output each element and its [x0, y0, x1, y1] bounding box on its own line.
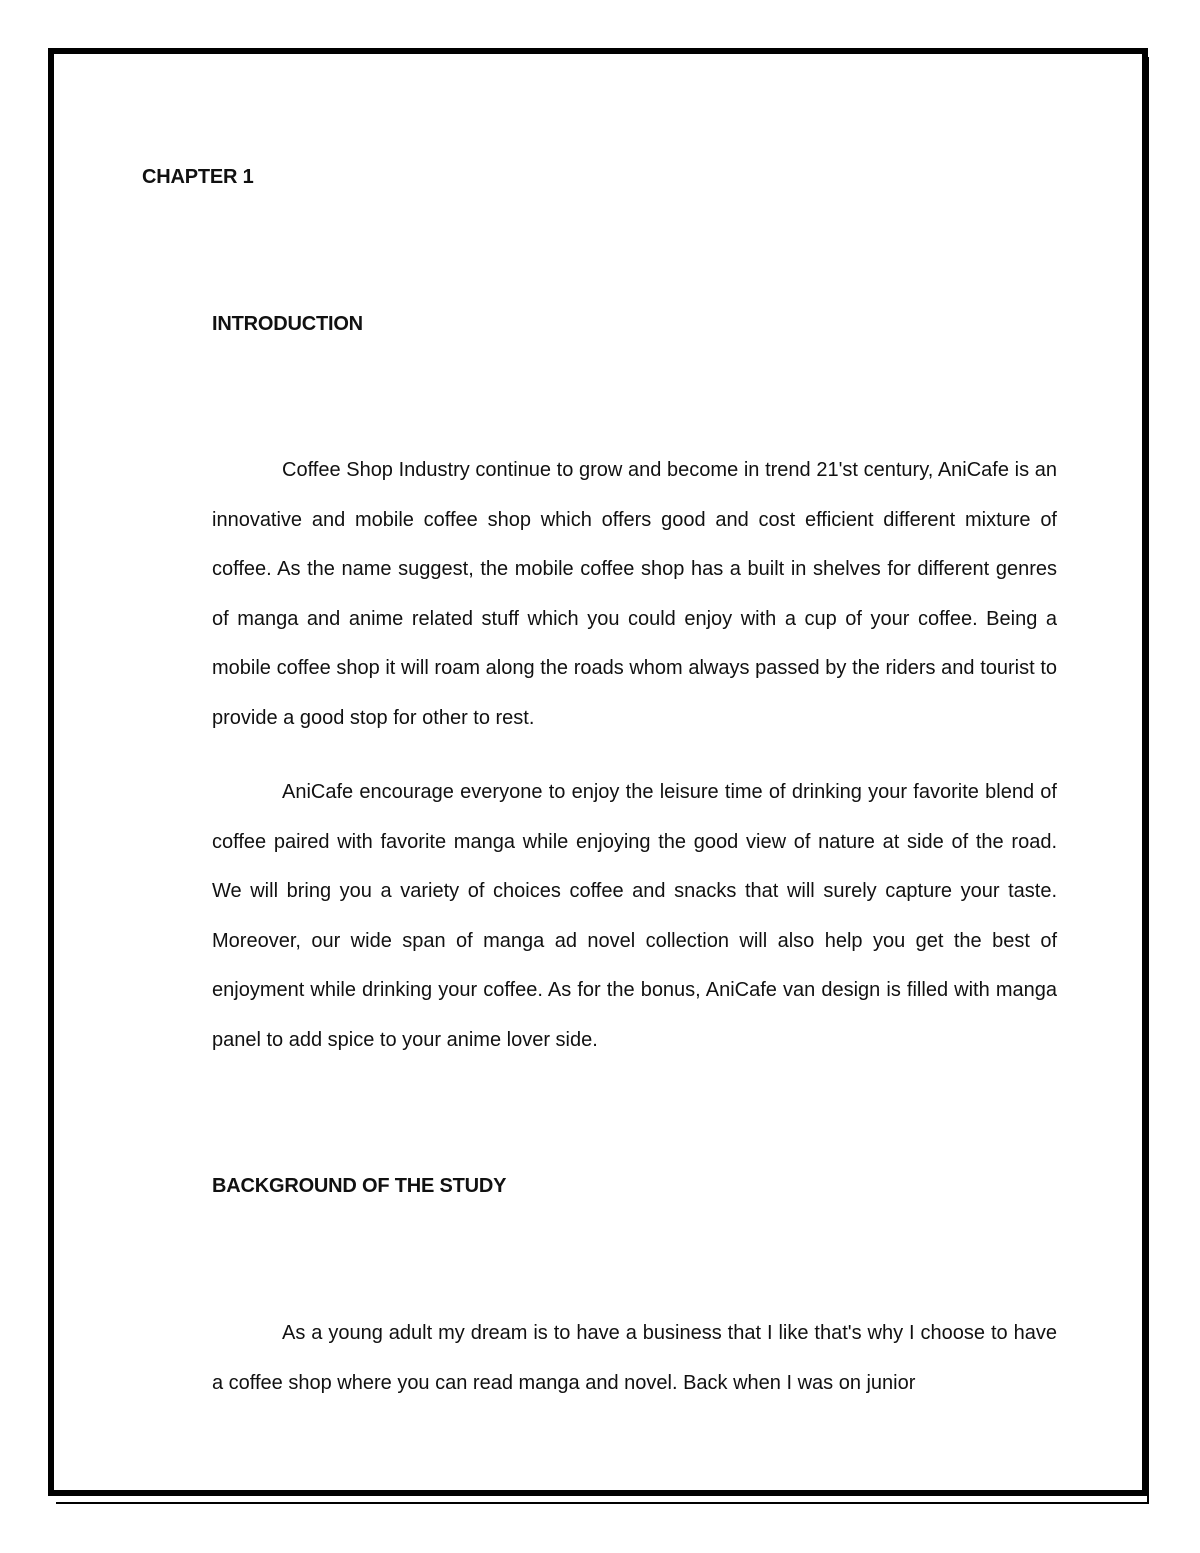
introduction-paragraph-1: Coffee Shop Industry continue to grow and become in trend 21'st century, AniCafe is an innovative and mobile coffee shop which offers good and cost efficient different mixture of coffee. As the name suggest, the mobile coffee shop has a built in shelves for different genres of manga and anime related stuff which you could enjoy with a cup of your coffee. Being a mobile coffee shop it will roam along the roads whom always passed by the riders and tourist to provide a good stop for other to rest.	[212, 459, 1057, 729]
background-heading: BACKGROUND OF THE STUDY	[212, 1175, 507, 1197]
introduction-paragraph-2: AniCafe encourage everyone to enjoy the leisure time of drinking your favorite blend of coffee paired with favorite manga while enjoying the good view of nature at side of the road. We will bring you a variety of choices coffee and snacks that will surely capture your taste. Moreover, our wide span of manga ad novel collection will also help you get the best of enjoyment while drinking your coffee. As for the bonus, AniCafe van design is filled with manga panel to add spice to your anime lover side.	[212, 781, 1057, 1051]
background-paragraph-1: As a young adult my dream is to have a business that I like that's why I choose to have a coffee shop where you can read manga and novel. Back when I was on junior	[212, 1322, 1057, 1394]
chapter-title: CHAPTER 1	[142, 166, 254, 188]
introduction-heading: INTRODUCTION	[212, 313, 363, 335]
